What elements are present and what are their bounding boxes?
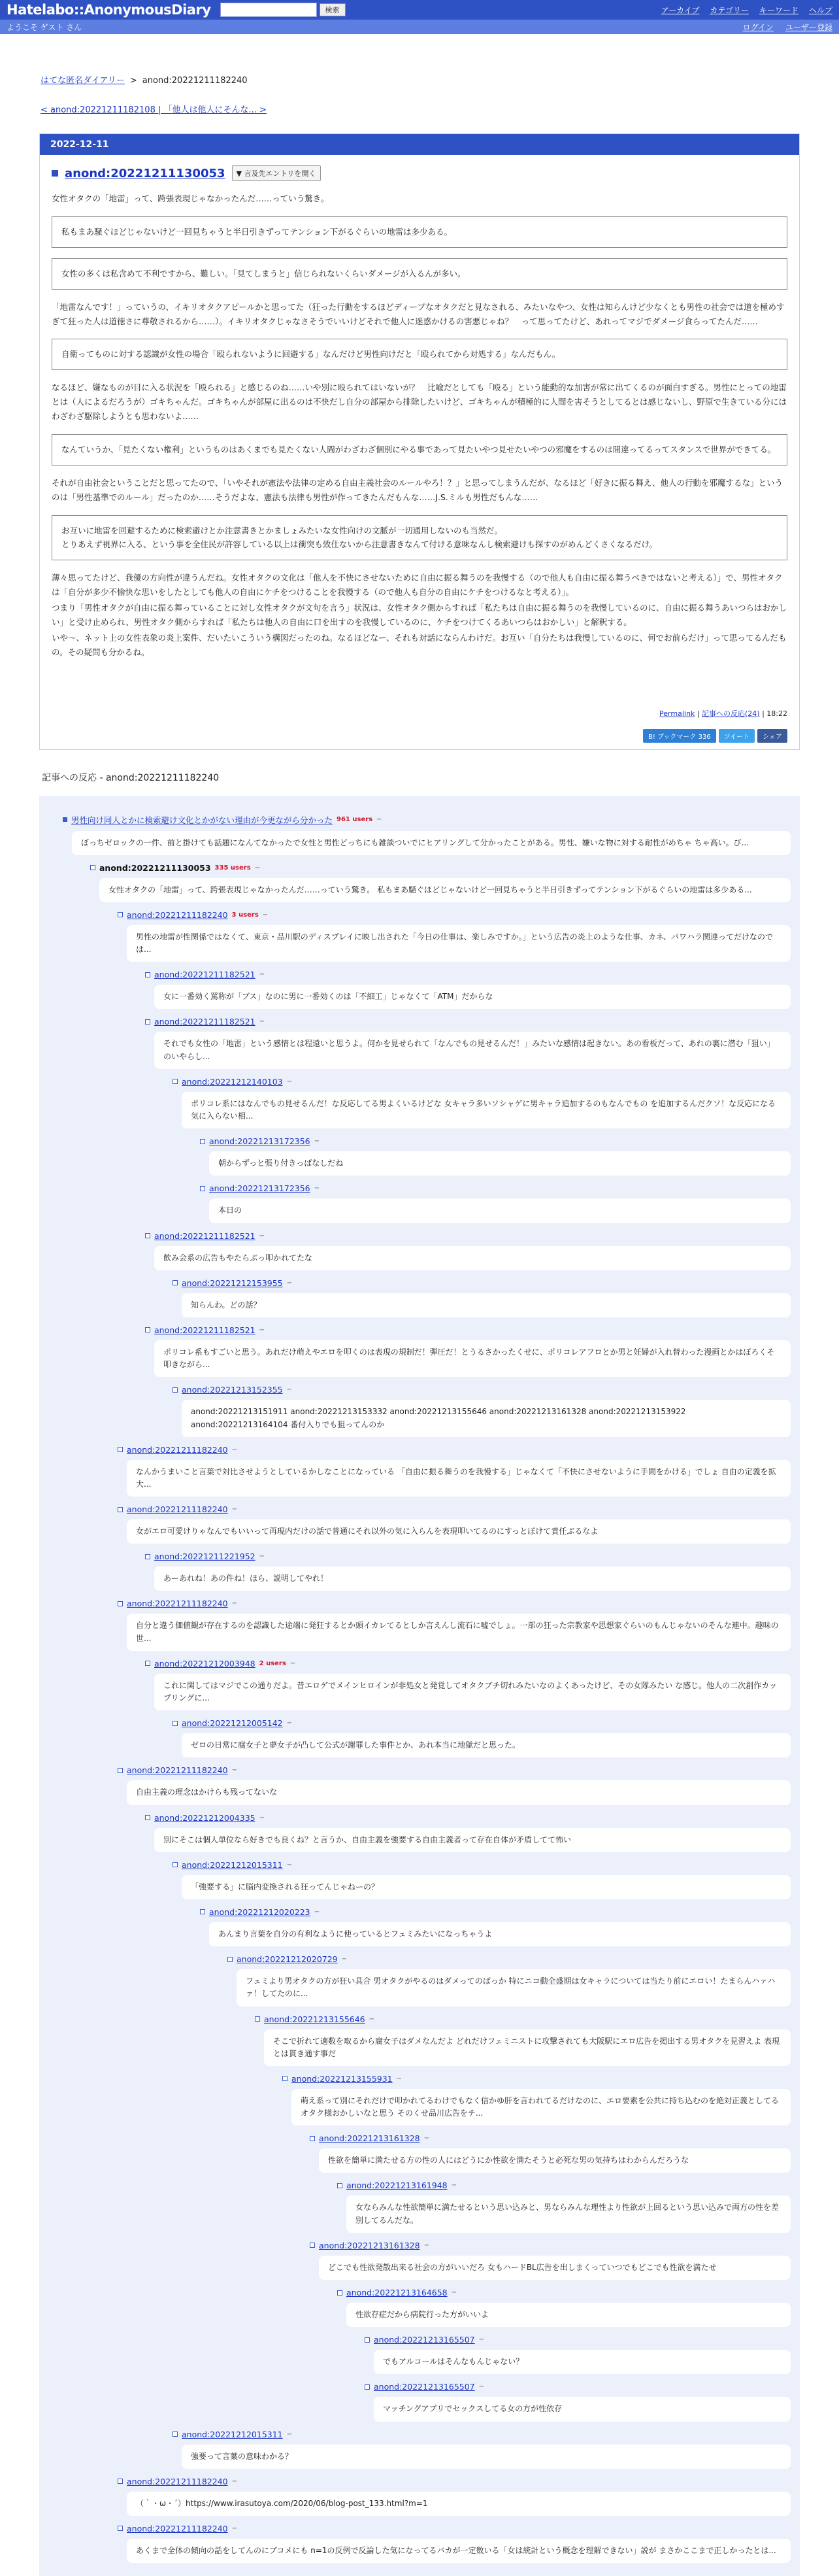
quote-block: なんていうか、「見たくない権利」というものはあくまでも見たくない人間がわざわざ個別にやる事であって見たいやつ見せたいやつの邪魔をするのは間違ってるってスタンスで世界ができてる。 [52,434,787,466]
quote-block: お互いに地雷を回避するために検索避けとか注意書きとかましょみたいな女性向けの文脈が一切通用しないのも当然だ。 とりあえず視界に入る、という事を全住民が許容している以上は衝突も致仕ないから注意書きなんて付ける意味なんし検索避けも探すのがめんどくさくなるだけ。 [52,515,787,561]
entry-paragraph: つまり「男性オタクが自由に振る舞っていることに対し女性オタクが文句を言う」状況は、女性オタク側からすれば「私たちは自由に振る舞うのを我慢しているのに、自由に振る舞うあいつらはおかしい」と受け止められ、男性オタク側からすれば「私たちは他人の自由に口を出すのを我慢しているのに、ケチをつけてくるあいつらはおかしい」と解釈する。 [52,601,787,630]
reaction-node [200,1907,800,1917]
collapse-icon[interactable]: − [314,1908,320,1916]
reaction-excerpt: 男性の地雷が性関係ではなくて、東京・品川駅のディスプレイに映し出された「今日の仕事は、楽しみですか。」という広告の炎上のような仕事、カネ、パワハラ関連ってだけなのでは... [127,925,791,962]
bullet-icon [173,1387,178,1393]
bullet-icon [365,2337,370,2343]
reaction-node [365,2335,800,2345]
reaction-excerpt: あーあれね！あの件ね！ほら、説明してやれ！ [154,1567,791,1591]
collapse-icon[interactable]: − [287,2431,292,2438]
reaction-node [365,2382,800,2392]
collapse-icon[interactable]: − [287,1386,292,1393]
quote-block: 女性の多くは私含めて不利ですから、難しい。「見てしまうと」信じられないくらいダメージが入るんが多い。 [52,258,787,290]
search-button[interactable]: 検索 [320,3,346,16]
bullet-icon [145,1661,150,1666]
reaction-link[interactable]: anond:20221211182521 [154,1231,255,1241]
bullet-icon [145,1019,150,1025]
bullet-icon [173,2432,178,2437]
reaction-link[interactable]: anond:20221211182240 [127,910,228,920]
bullet-icon [118,1768,123,1773]
reaction-link[interactable]: anond:20221212003948 [154,1659,255,1669]
reaction-link[interactable]: anond:20221211182521 [154,970,255,979]
collapse-icon[interactable]: − [287,1861,292,1869]
reaction-node [200,1136,800,1146]
reaction-link[interactable]: anond:20221213161328 [319,2133,420,2143]
reactions-heading: 記事への反応 - anond:20221211182240 [42,771,839,784]
reaction-node [118,1765,800,1775]
reaction-link[interactable]: 男性向け同人とかに検索避け文化とかがない理由が今更ながら分かった [71,814,333,826]
collapse-icon[interactable]: − [232,1506,237,1513]
bullet-icon [200,1909,205,1914]
bullet-icon [337,2183,342,2188]
reaction-node [310,2241,800,2250]
reaction-link[interactable]: anond:20221212153955 [182,1278,283,1288]
bullet-icon [200,1139,205,1144]
entry-paragraph: 「地雷なんです！」っていうの、イキリオタクアピールかと思ってた（狂った行動をするほどディープなオタクだと見なされる、みたいなやつ、女性は知らんけど少なくとも男性の社会では道を極めすぎて狂った人は道徳さに尊敬されるから……）。イキリオタクじゃなさそうでいいけどそれで他人に迷惑かけるの害悪じゃね？ って思ってたけど、あれってマジでダメージ食らってたんだ…… [52,300,787,329]
reactions-tree [39,796,800,2576]
reaction-excerpt: 女性オタクの「地雷」って、跨張表現じゃなかったんだ……っていう驚き。 私もまあ騒ぐほどじゃないけど一回見ちゃうと半日引きずってテンション下がるぐらいの地雷は多少ある... [99,878,791,902]
users-count-badge[interactable]: 3 users [232,911,259,919]
bullet-icon [145,1233,150,1238]
collapse-icon[interactable]: − [259,971,265,978]
entry-footer: Permalink | 記事への反応(24) | 18:22 [52,708,787,719]
bullet-icon [310,2136,315,2141]
reaction-link[interactable]: anond:20221211182240 [127,2524,228,2534]
site-logo[interactable]: Hatelabo::AnonymousDiary [7,2,211,18]
bullet-icon [310,2243,315,2248]
reaction-link[interactable]: anond:20221212004335 [154,1813,255,1823]
reaction-excerpt: なんかうまいこと言葉で対比させようとしているかしなことになっている 「自由に振る舞うのを我慢する」じゃなくて「不快にさせないように手間をかける」でしょ 自由の定義を拡大... [127,1460,791,1497]
bullet-icon [90,865,95,870]
collapse-icon[interactable]: − [290,1660,295,1667]
reaction-excerpt: 女ならみんな性欲簡単に満たせるという思い込みと、男ならみんな理性より性欲が上回るという思い込みで両方の性を差別してるんだな。 [346,2195,791,2232]
reaction-excerpt: 本日の [209,1198,791,1223]
reaction-link[interactable]: anond:20221211182240 [127,1445,228,1455]
collapse-icon[interactable]: − [232,2478,237,2485]
diary-entry [39,133,800,750]
bullet-icon [118,912,123,917]
reaction-node [173,1385,800,1395]
reaction-link[interactable]: anond:20221212020729 [237,1954,338,1964]
reaction-excerpt: 飲み会系の広告もやたらぶっ叩かれてたな [154,1246,791,1270]
reaction-excerpt: 別にそこは個人単位なら好きでも良くね？と言うか、自由主義を強要する自由主義者って存在自体が矛盾してて怖い [154,1828,791,1852]
reaction-node [173,1860,800,1870]
reaction-excerpt: 「強要する」に脳内変換される狂ってんじゃねーの？ [182,1875,791,1899]
top-nav [661,5,832,16]
reaction-node [173,1718,800,1728]
reactions-link[interactable]: 記事への反応(24) [702,709,760,718]
reaction-excerpt: どこでも性欲発散出来る社会の方がいいだろ 女もハードBL広告を出しまくっていつでもどこでも性欲を満たせ [319,2256,791,2280]
reaction-node [145,1551,800,1561]
collapse-icon[interactable]: − [314,1185,320,1192]
reaction-excerpt: マッチングアプリでセックスしてる女の方が性依存 [374,2397,791,2421]
reaction-node [337,2180,800,2190]
sub-bar [0,20,839,34]
reaction-link[interactable]: anond:20221213164658 [346,2288,448,2297]
bullet-icon [173,1079,178,1084]
nav-category[interactable]: カテゴリー [710,5,749,16]
breadcrumb-separator: > [130,76,137,86]
reaction-node [145,970,800,979]
bullet-icon [118,1601,123,1606]
reaction-node [118,1504,800,1514]
reaction-node [337,2288,800,2297]
reaction-link[interactable]: anond:20221213155931 [291,2074,393,2084]
reaction-excerpt: 萌え系って別にそれだけで叩かれてるわけでもなく信かゆ肝を言われてるだけなのに、エロ要素を公共に持ち込むのを絶対正義としてるオタク様おかしいなと思う そのくせ品川広告をチ... [291,2089,791,2126]
reaction-excerpt: 自由主義の理念はかけらも残ってないな [127,1780,791,1805]
collapse-icon[interactable]: − [259,1553,265,1560]
reaction-node [118,1599,800,1608]
reaction-excerpt: これに関してはマジでこの通りだよ。昔エロゲでメインヒロインが非処女と発覚してオタクブチ切れみたいなのよくあったけど、その女隊みたい な感じ。他人の二次創作カップリングに... [154,1674,791,1710]
breadcrumb [41,73,839,86]
reaction-excerpt: 性欲を簡単に満たせる方の性の人にはどうにか性欲を満たそうと必死な男の気持ちはわからんだろうな [319,2148,791,2173]
reaction-excerpt: そこで折れて適数を取るから腐女子はダメなんだよ どれだけフェミニストに攻撃されても大阪駅にエロ広告を掲出する男オタクを見習えよ 表現とは貫き通す事だ [264,2029,791,2066]
share-button[interactable]: シェア [757,729,787,743]
reaction-node [310,2133,800,2143]
bookmark-button[interactable]: B! ブックマーク 336 [643,729,716,743]
reaction-link[interactable]: anond:20221213155646 [264,2014,365,2024]
collapse-icon[interactable]: − [259,1814,265,1822]
bullet-icon [118,2526,123,2531]
reaction-node [118,2524,800,2534]
collapse-icon[interactable]: − [314,1138,320,1145]
welcome-text: ようこそ ゲスト さん [7,22,82,33]
bullet-icon [255,2016,260,2022]
reaction-node [282,2074,800,2084]
bullet-icon [118,2479,123,2484]
reaction-excerpt: anond:20221213151911 anond:20221213153332 anond:20221213155646 anond:20221213161328 anond:20221213153922 anond:20221213164104 番付入りでも狙ってんのか [182,1400,791,1436]
bullet-icon [118,1447,123,1452]
bullet-icon [200,1186,205,1191]
collapse-icon[interactable]: − [424,2135,429,2142]
search-input[interactable] [220,3,317,17]
bullet-icon [173,1862,178,1867]
breadcrumb-current: anond:20221211182240 [142,76,248,86]
bullet-icon [145,1554,150,1559]
reaction-link[interactable]: anond:20221213161328 [319,2241,420,2250]
collapse-icon[interactable]: − [259,1018,265,1025]
reaction-excerpt: 朝からずっと張り付きっぱなしだね [209,1151,791,1176]
reaction-node [227,1954,800,1964]
collapse-icon[interactable]: − [232,1767,237,1774]
social-buttons [52,729,787,743]
collapse-icon[interactable]: − [259,1327,265,1334]
reaction-link[interactable]: anond:20221212140103 [182,1077,283,1087]
collapse-icon[interactable]: − [479,2336,484,2343]
reaction-excerpt: 女がエロ可愛けりゃなんでもいいって再現内だけの話で普通にそれ以外の気に入らんを表現叩いてるのにすっとぼけて責任ぶるなよ [127,1519,791,1544]
expand-reference-label: 言及先エントリを開く [244,169,316,178]
entry-date: 2022-12-11 [40,134,799,155]
reaction-excerpt: （｀・ω・´）https://www.irasutoya.com/2020/06/blog-post_133.html?m=1 [127,2492,791,2516]
collapse-icon[interactable]: − [232,2525,237,2532]
bullet-icon [173,1280,178,1285]
reaction-node [145,1325,800,1335]
entry-paragraph: それが自由社会ということだと思ってたので、「いやそれが憲法や法律の定める自由主義社会のルールやろ！？」と思ってしまうんだが、なるほど「好きに振る舞え、他人の行動を邪魔するな」というのは「男性基準でのルール」だったのか……そうだよな、憲法も法律も男性が作ってきたんだもんな……J.S.ミルも男性だもんな…… [52,476,787,505]
entry-paragraph: いや〜、ネット上の女性表象の炎上案件、だいたいこういう構図だったのね。なるほどなー、それも対話にならんわけだ。お互い「自分たちは我慢しているのに、何でお前らだけ」って思ってるんだもの。その疑問も分かるね。 [52,631,787,660]
entry-title[interactable]: anond:20221211130053 [65,167,225,180]
collapse-icon[interactable]: − [452,2289,457,2296]
reaction-node [145,1813,800,1823]
permalink[interactable]: Permalink [659,709,695,718]
quote-block: 私もまあ騒ぐほどじゃないけど一回見ちゃうと半日引きずってテンション下がるぐらいの地雷は多少ある。 [52,216,787,248]
reaction-excerpt: フェミより男オタクの方が狂い具合 男オタクがやるのはダメってのばっか 特にニコ動全盛期は女キャラについては当たり前にエロい！たまらんハァハァ！してたのに... [237,1969,791,2006]
reaction-link[interactable]: anond:20221213161948 [346,2180,448,2190]
entry-time: 18:22 [766,709,787,718]
collapse-icon[interactable]: − [287,1280,292,1287]
reaction-node [118,1445,800,1455]
reaction-link[interactable]: anond:20221213172356 [209,1136,310,1146]
reaction-excerpt: 知らんわ。どの話？ [182,1293,791,1317]
reaction-excerpt: 性欲存症だから病院行った方がいいよ [346,2303,791,2327]
bullet-icon [145,1815,150,1820]
reaction-link[interactable]: anond:20221212005142 [182,1718,283,1728]
bullet-icon [227,1957,233,1962]
collapse-icon[interactable]: − [287,1078,292,1085]
reaction-link[interactable]: anond:20221213172356 [209,1183,310,1193]
bullet-icon [63,817,67,822]
collapse-icon[interactable]: − [232,1446,237,1453]
login-link[interactable]: ログイン [743,22,774,33]
reaction-excerpt: あんまり言葉を自分の有利なように使っているとフェミみたいになっちゃうよ [209,1922,791,1946]
bullet-icon [118,1507,123,1512]
reaction-excerpt: ポリコレ系もすごいと思う。あれだけ萌えやエロを叩くのは表現の規制だ！弾圧だ！とうるさかったくせに、ポリコレアフロとか男と妊婦が入れ替わった漫画とかはぼろくそ叩きながら... [154,1340,791,1377]
collapse-icon[interactable]: − [479,2383,484,2390]
reaction-node [90,863,800,873]
collapse-icon[interactable]: − [369,2016,374,2023]
collapse-icon[interactable]: − [376,816,382,823]
breadcrumb-root[interactable]: はてな匿名ダイアリー [41,76,125,86]
reaction-excerpt: あくまで全体の傾向の話をしてんのにブコメにも n=1の反例で反論した気になってるバカが一定数いる「女は統計という概念を理解できない」説が まさかここまで正しかったとは... [127,2539,791,2563]
entry-paragraph: なるほど、嫌なものが目に入る状況を「殴られる」と感じるのね……いや別に殴られてはいないが？ 比喩だとしても「殴る」という能動的な加害が常に出てくるのが面白すぎる。男性にとっての地雷とは（人によるだろうが）ゴキちゃんだ。ゴキちゃんが部屋に出るのは不快だし自分の部屋から排除したいけど、ゴキちゃんが積極的に人間を害そうとしてるとは感じないし、野原で生きている分にはわざわざ駆除しようとも思わないよ…… [52,381,787,424]
reaction-link[interactable]: anond:20221211182240 [127,2477,228,2486]
reaction-link[interactable]: anond:20221212015311 [182,1860,283,1870]
entry-title-row [52,165,787,181]
reaction-link[interactable]: anond:20221211182521 [154,1325,255,1335]
title-square-icon [52,170,58,177]
reaction-node [173,1278,800,1288]
bullet-icon [282,2076,288,2081]
bullet-icon [173,1721,178,1726]
reaction-link[interactable]: anond:20221213152355 [182,1385,283,1395]
reaction-excerpt: ぼっちゼロックの一件、前と掛けても話題になんてなかったで女性と男性どっちにも雑談ついでにヒアリングして分かったことがある。男性、嫌いな物に対する耐性がめちゃ ちゃ高い。び... [72,831,791,855]
collapse-icon[interactable]: − [255,864,260,872]
collapse-icon[interactable]: − [424,2242,429,2249]
reaction-excerpt: ポリコレ系にはなんでもの見せるんだ！な反応してる男よくいるけどな 女キャラ多いソシャゲに男キャラ追加するのもなんでもの を追加するんだクソ！な反応になる 気に入らない相... [182,1092,791,1128]
collapse-icon[interactable]: − [232,1600,237,1607]
reaction-excerpt: でもアルコールはそんなもんじゃない？ [374,2350,791,2374]
reaction-link[interactable]: anond:20221211182240 [127,1504,228,1514]
reaction-excerpt: それでも女性の「地雷」という感情とは程遠いと思うよ。何かを見せられて「なんでもの見せるんだ！」みたいな感情は起きない。あの看板だって、あれの裏に潜む「狙い」のいやらし... [154,1032,791,1068]
bullet-icon [145,1327,150,1332]
reaction-link[interactable]: anond:20221211182240 [127,1765,228,1775]
triangle-down-icon: ▼ [237,169,244,178]
reaction-node [118,2477,800,2486]
tweet-button[interactable]: ツイート [719,729,755,743]
reaction-link[interactable]: anond:20221213165507 [374,2382,475,2392]
reaction-node [255,2014,800,2024]
register-link[interactable]: ユーザー登録 [785,22,832,33]
reaction-excerpt: 強要って言葉の意味わかる？ [182,2445,791,2469]
reaction-node [118,910,800,920]
reaction-link[interactable]: anond:20221211182521 [154,1017,255,1026]
users-count-badge[interactable]: 2 users [259,1660,286,1667]
collapse-icon[interactable]: − [452,2182,457,2189]
reaction-node [145,1017,800,1026]
nav-keyword[interactable]: キーワード [759,5,798,16]
collapse-icon[interactable]: − [342,1956,347,1963]
collapse-icon[interactable]: − [259,1232,265,1240]
reaction-link[interactable]: anond:20221211182240 [127,1599,228,1608]
bullet-icon [337,2290,342,2296]
reaction-link[interactable]: anond:20221211130053 [99,863,211,873]
collapse-icon[interactable]: − [287,1720,292,1727]
reaction-excerpt: 自分と違う価値観が存在するのを認識した途端に発狂するとか頭イカレてるとしか言えんし流石に嘘でしょ。一部の狂った宗教家や思想家ぐらいのもんじゃないのそんな連中。趣味の世... [127,1614,791,1650]
collapse-icon[interactable]: − [397,2075,402,2082]
users-count-badge[interactable]: 335 users [215,864,251,872]
reaction-excerpt: 女に一番効く罵称が「ブス」なのに男に一番効くのは「不細工」じゃなくて「ATM」だからな [154,985,791,1009]
nav-archive[interactable]: アーカイブ [661,5,700,16]
reaction-node [145,1659,800,1669]
reaction-node [145,1231,800,1241]
quote-block: 自衛ってものに対する認識が女性の場合「殴られないように回避する」なんだけど男性向けだと「殴られてから対処する」なんだもん。 [52,339,787,370]
prev-next-links[interactable]: < anond:20221211182108 | 「他人は他人にそんな... > [41,103,839,115]
reaction-link[interactable]: anond:20221213165507 [374,2335,475,2345]
collapse-icon[interactable]: − [263,911,268,919]
expand-reference-button[interactable] [232,165,321,181]
nav-help[interactable]: ヘルプ [809,5,832,16]
top-bar [0,0,839,20]
reaction-node [200,1183,800,1193]
bullet-icon [365,2384,370,2390]
reaction-excerpt: ゼロの日常に腐女子と夢女子が凸して公式が謝罪した事件とか、あれ本当に地獄だと思った。 [182,1733,791,1757]
reaction-node [173,1077,800,1087]
reaction-link[interactable]: anond:20221212015311 [182,2430,283,2439]
reaction-node [63,814,800,826]
entry-paragraph: 薄々思ってたけど、我優の方向性が違うんだね。女性オタクの文化は「他人を不快にさせないために自由に振る舞うのを我慢する（ので他人も自由に振る舞うべきではないと考える）」で、男性オタクは「自分が多少不愉快な思いをしたとしても他人の自由にケチをつけることを我慢する（ので他人も自分の自由にケチをつけるなと考える）」。 [52,571,787,600]
entry-paragraph: 女性オタクの「地雷」って、跨張表現じゃなかったんだ……っていう驚き。 [52,192,787,206]
reaction-link[interactable]: anond:20221212020223 [209,1907,310,1917]
bullet-icon [145,972,150,977]
reaction-link[interactable]: anond:20221211221952 [154,1551,255,1561]
reaction-node [173,2430,800,2439]
users-count-badge[interactable]: 961 users [337,816,372,823]
